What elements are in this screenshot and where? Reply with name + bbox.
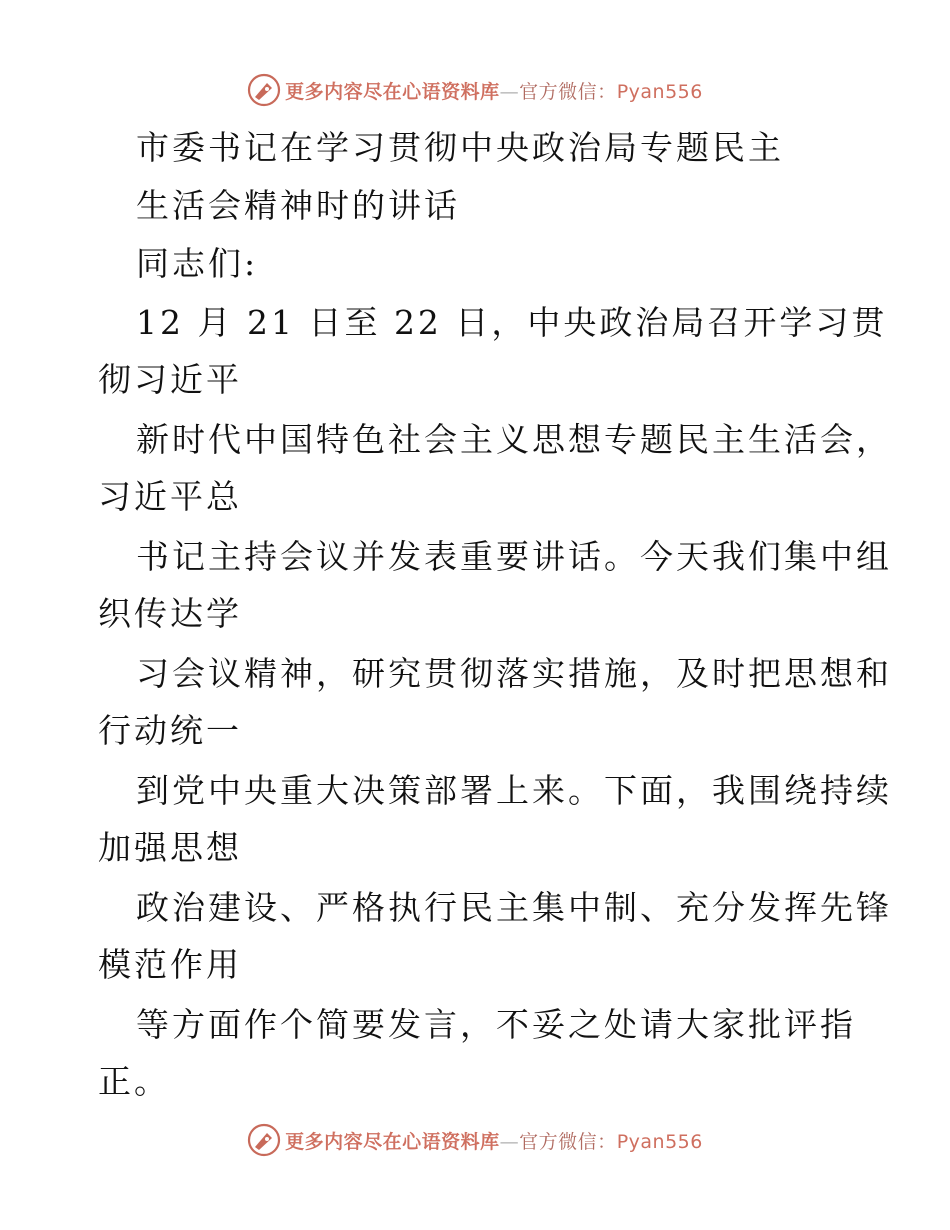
watermark-text xyxy=(285,1127,703,1154)
title-line-1: 市委书记在学习贯彻中央政治局专题民主 xyxy=(136,128,784,167)
body-line: 新时代中国特色社会主义思想专题民主生活会， xyxy=(136,420,892,459)
body-line: 模范作用 xyxy=(98,945,242,984)
watermark-wechat-id: Pyan556 xyxy=(616,1130,703,1153)
watermark-brand: 更多内容尽在心语资料库 xyxy=(285,1130,500,1153)
body-line: 政治建设、严格执行民主集中制、充分发挥先锋 xyxy=(136,888,892,927)
title-line-2: 生活会精神时的讲话 xyxy=(136,186,460,225)
body-line: 正。 xyxy=(98,1062,170,1101)
body-line: 到党中央重大决策部署上来。下面，我围绕持续 xyxy=(136,771,892,810)
salutation: 同志们: xyxy=(136,244,259,283)
watermark-text xyxy=(285,77,703,104)
watermark-brand: 更多内容尽在心语资料库 xyxy=(285,80,500,103)
body-line: 12 月 21 日至 22 日，中央政治局召开学习贯 xyxy=(136,303,888,342)
body-line: 彻习近平 xyxy=(98,360,242,399)
watermark-footer xyxy=(0,1122,950,1158)
watermark-wechat-id: Pyan556 xyxy=(616,80,703,103)
watermark-dash: — xyxy=(499,1130,520,1153)
body-line: 习会议精神，研究贯彻落实措施，及时把思想和 xyxy=(136,654,892,693)
watermark-wechat-label: 官方微信： xyxy=(519,1130,617,1153)
watermark-wechat-label: 官方微信： xyxy=(519,80,617,103)
watermark-header xyxy=(0,72,950,108)
body-line: 习近平总 xyxy=(98,477,242,516)
body-line: 织传达学 xyxy=(98,594,242,633)
body-line: 加强思想 xyxy=(98,828,242,867)
pen-nib-logo-icon xyxy=(247,73,281,107)
watermark-dash: — xyxy=(499,80,520,103)
body-line: 行动统一 xyxy=(98,711,242,750)
body-line: 书记主持会议并发表重要讲话。今天我们集中组 xyxy=(136,537,892,576)
body-line: 等方面作个简要发言，不妥之处请大家批评指 xyxy=(136,1005,856,1044)
pen-nib-logo-icon xyxy=(247,1123,281,1157)
